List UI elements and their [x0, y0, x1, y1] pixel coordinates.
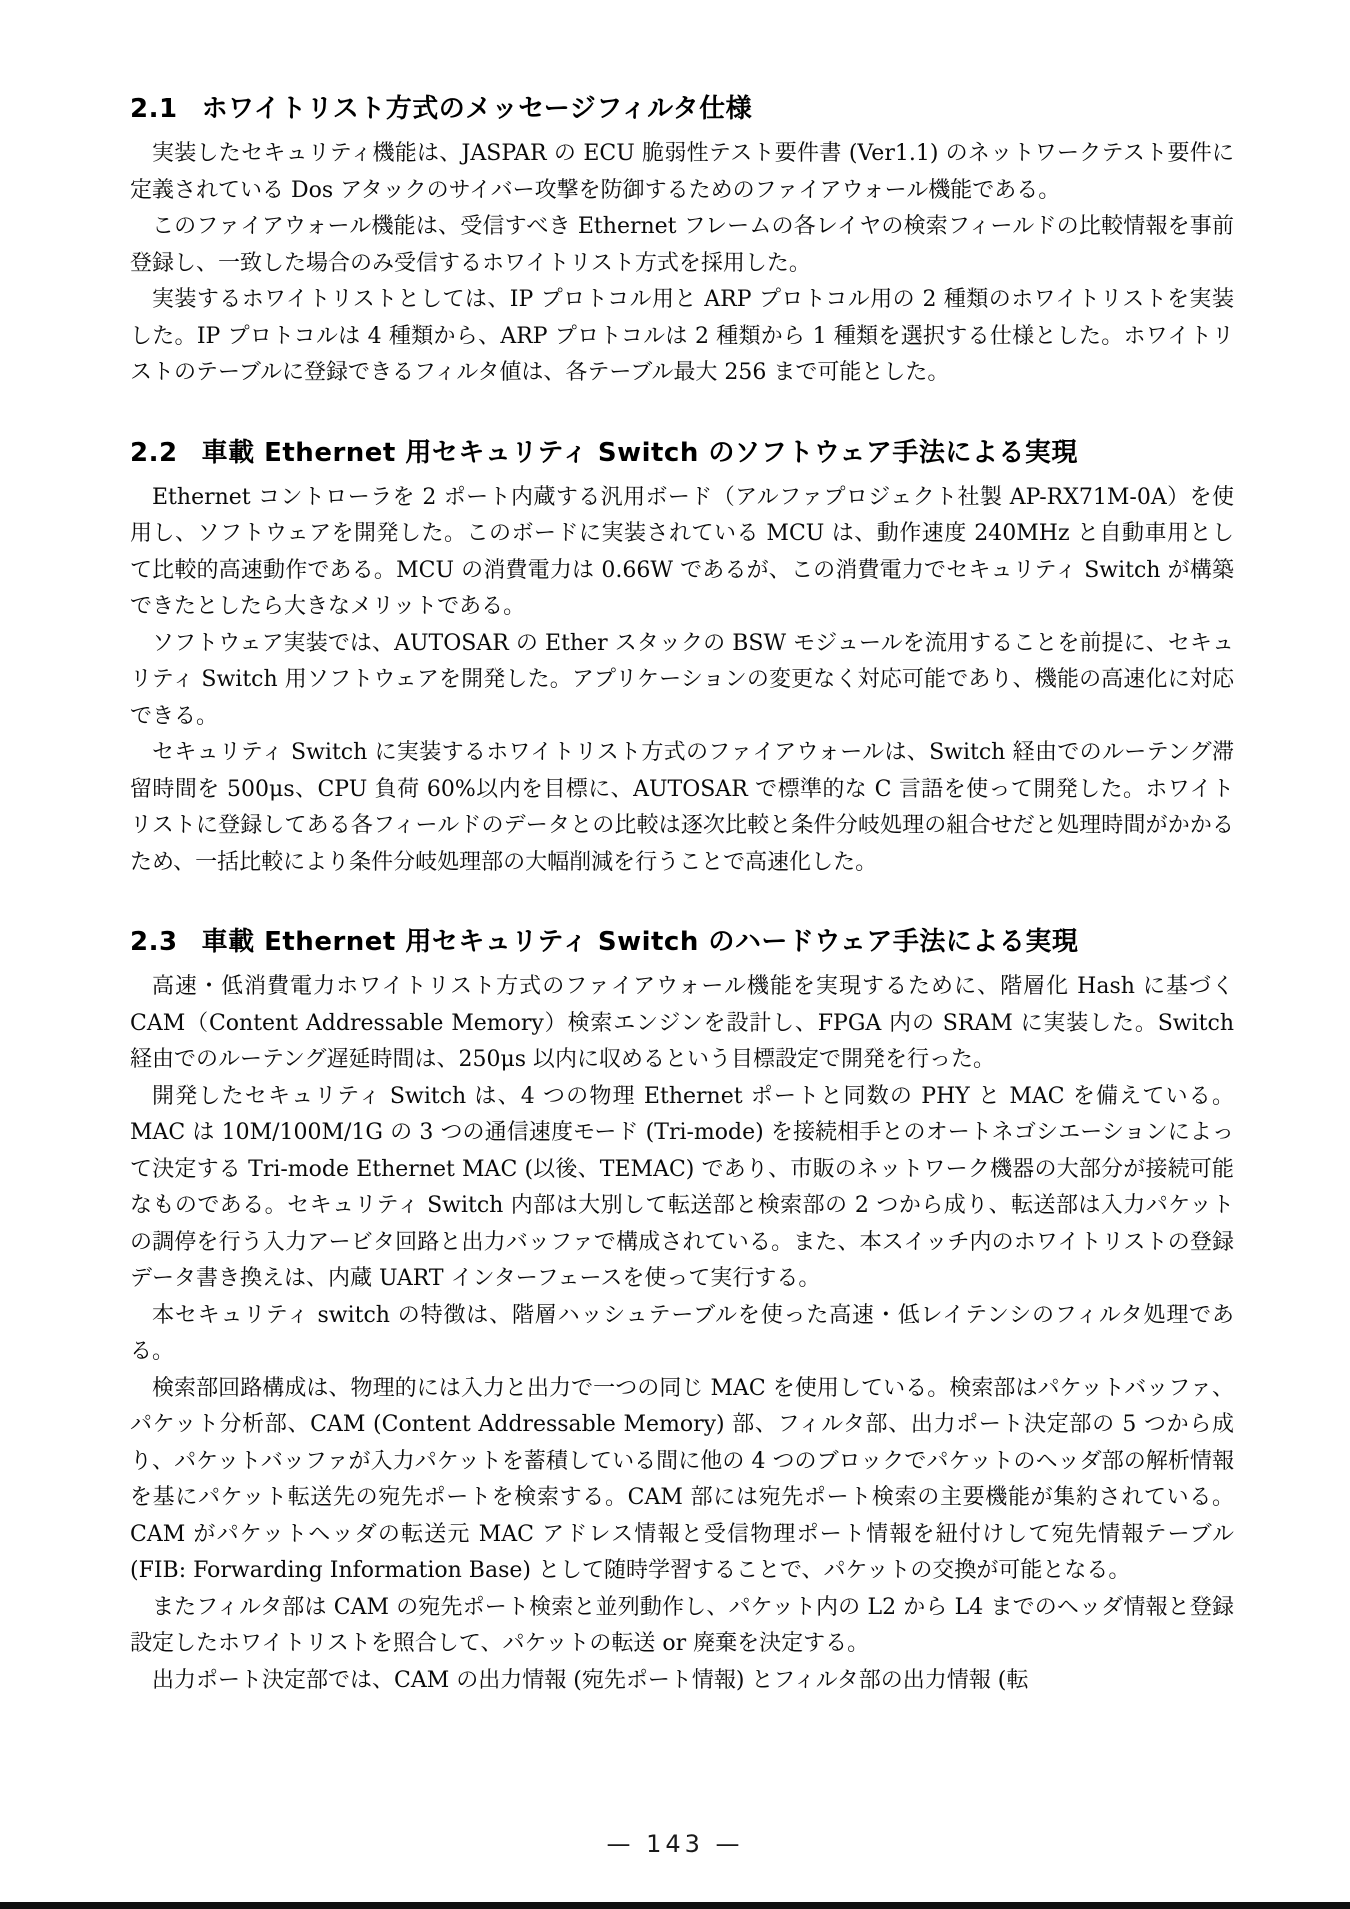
page-content	[130, 92, 1234, 1699]
section-number: 2.1	[130, 94, 178, 124]
paragraph: 高速・低消費電力ホワイトリスト方式のファイアウォール機能を実現するために、階層化 Hash に基づく CAM（Content Addressable Memory）検索エンジンを設計し、FPGA 内の SRAM に実装した。Switch 経由でのルーテング遅延時間は、250μs 以内に収めるという目標設定で開発を行った。	[130, 974, 1234, 1072]
section-title: 車載 Ethernet 用セキュリティ Switch のソフトウェア手法による実現	[201, 437, 1078, 468]
paragraph: またフィルタ部は CAM の宛先ポート検索と並列動作し、パケット内の L2 から L4 までのヘッダ情報と登録設定したホワイトリストを照合して、パケットの転送 or 廃棄を決定する。	[130, 1594, 1234, 1656]
paragraph: セキュリティ Switch に実装するホワイトリスト方式のファイアウォールは、Switch 経由でのルーテング滞留時間を 500μs、CPU 負荷 60%以内を目標に、AUTOSAR で標準的な C 言語を使って開発した。ホワイトリストに登録してある各フィールドのデータとの比較は逐次比較と条件分岐処理の組合せだと処理時間がかかるため、一括比較により条件分岐処理部の大幅削減を行うことで高速化した。	[130, 740, 1234, 875]
paragraph: ソフトウェア実装では、AUTOSAR の Ether スタックの BSW モジュールを流用することを前提に、セキュリティ Switch 用ソフトウェアを開発した。アプリケーションの変更なく対応可能であり、機能の高速化に対応できる。	[130, 630, 1234, 729]
section-title: 車載 Ethernet 用セキュリティ Switch のハードウェア手法による実現	[201, 927, 1079, 957]
section-number: 2.3	[130, 927, 178, 957]
paragraph: 実装したセキュリティ機能は、JASPAR の ECU 脆弱性テスト要件書 (Ver1.1) のネットワークテスト要件に定義されている Dos アタックのサイバー攻撃を防御するためのファイアウォール機能である。	[130, 141, 1234, 203]
paragraph: 開発したセキュリティ Switch は、4 つの物理 Ethernet ポートと同数の PHY と MAC を備えている。MAC は 10M/100M/1G の 3 つの通信速度モード (Tri-mode) を接続相手とのオートネゴシエーションによって決定する Tri-mode Ethernet MAC (以後、TEMAC) であり、市販のネットワーク機器の大部分が接続可能なものである。セキュリティ Switch 内部は大別して転送部と検索部の 2 つから成り、転送部は入力パケットの調停を行う入力アービタ回路と出力バッファで構成されている。また、本スイッチ内のホワイトリストの登録データ書き換えは、内蔵 UART インターフェースを使って実行する。	[130, 1083, 1234, 1291]
section-2-2	[130, 436, 1234, 882]
section-2-1	[130, 92, 1234, 392]
paragraph: 実装するホワイトリストとしては、IP プロトコル用と ARP プロトコル用の 2 種類のホワイトリストを実装した。IP プロトコルは 4 種類から、ARP プロトコルは 2 種類から 1 種類を選択する仕様とした。ホワイトリストのテーブルに登録できるフィルタ値は、各テーブル最大 256 まで可能とした。	[130, 287, 1234, 385]
section-title: ホワイトリスト方式のメッセージフィルタ仕様	[201, 94, 753, 124]
section-heading	[130, 436, 1234, 470]
section-2-3	[130, 925, 1234, 1699]
paragraph: Ethernet コントローラを 2 ポート内蔵する汎用ボード（アルファプロジェクト社製 AP-RX71M-0A）を使用し、ソフトウェアを開発した。このボードに実装されている MCU は、動作速度 240MHz と自動車用として比較的高速動作である。MCU の消費電力は 0.66W であるが、この消費電力でセキュリティ Switch が構築できたとしたら大きなメリットである。	[130, 484, 1234, 619]
page-bottom-edge	[0, 1902, 1350, 1909]
paragraph: 出力ポート決定部では、CAM の出力情報 (宛先ポート情報) とフィルタ部の出力情報 (転	[152, 1667, 1029, 1693]
paragraph: 本セキュリティ switch の特徴は、階層ハッシュテーブルを使った高速・低レイテンシのフィルタ処理である。	[130, 1302, 1234, 1364]
page-number: — 143 —	[606, 1830, 744, 1858]
section-number: 2.2	[130, 437, 178, 468]
paragraph: このファイアウォール機能は、受信すべき Ethernet フレームの各レイヤの検索フィールドの比較情報を事前登録し、一致した場合のみ受信するホワイトリスト方式を採用した。	[130, 214, 1234, 276]
section-heading	[130, 925, 1234, 959]
section-heading	[130, 92, 1234, 126]
paragraph: 検索部回路構成は、物理的には入力と出力で一つの同じ MAC を使用している。検索部はパケットバッファ、パケット分析部、CAM (Content Addressable Memory) 部、フィルタ部、出力ポート決定部の 5 つから成り、パケットバッファが入力パケットを蓄積している間に他の 4 つのブロックでパケットのヘッダ部の解析情報を基にパケット転送先の宛先ポートを検索する。CAM 部には宛先ポート検索の主要機能が集約されている。CAM がパケットヘッダの転送元 MAC アドレス情報と受信物理ポート情報を紐付けして宛先情報テーブル (FIB: Forwarding Information Base) として随時学習することで、パケットの交換が可能となる。	[130, 1375, 1234, 1583]
